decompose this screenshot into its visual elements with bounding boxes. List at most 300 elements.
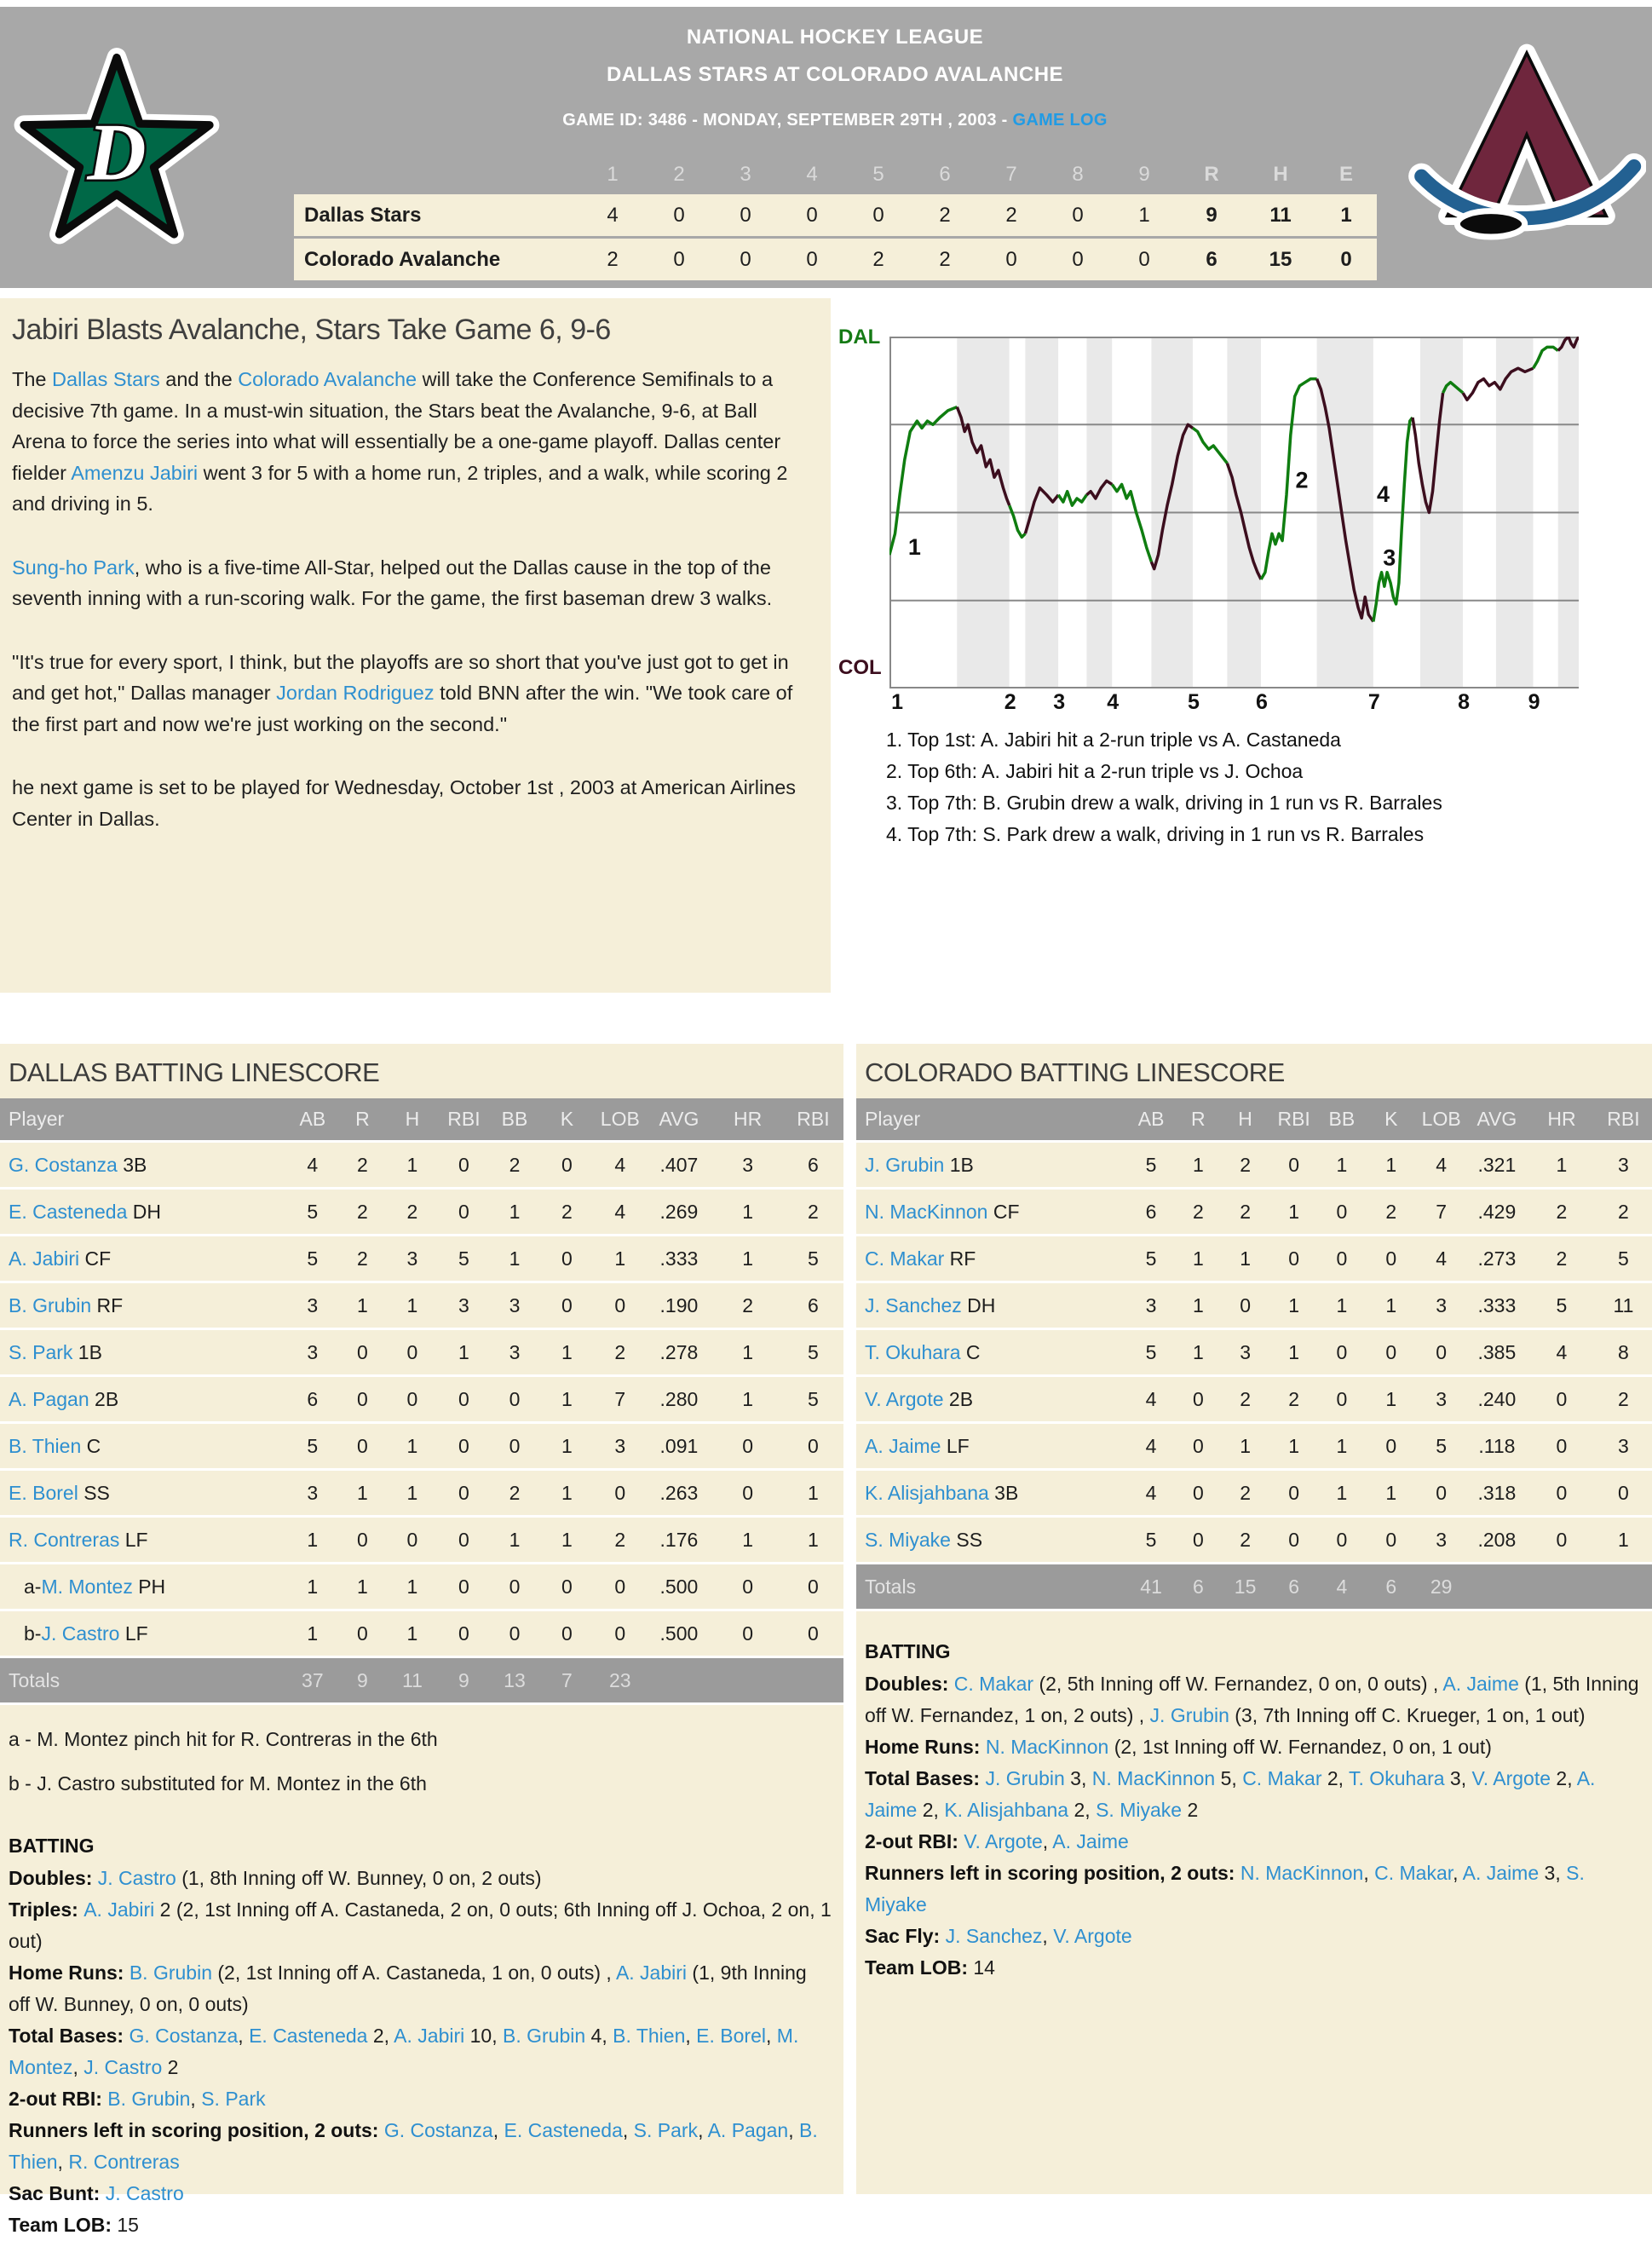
player-link[interactable]: A. Jaime: [1442, 1673, 1519, 1695]
game-log-link[interactable]: GAME LOG: [1012, 111, 1108, 130]
stat-cell: 1: [387, 1423, 438, 1470]
player-link[interactable]: E. Casteneda: [504, 2119, 623, 2141]
stat-cell: 0: [438, 1189, 490, 1236]
player-link[interactable]: K. Alisjahbana: [944, 1799, 1069, 1821]
stat-cell: 4: [1127, 1470, 1175, 1517]
stat-cell: 4: [1127, 1423, 1175, 1470]
player-link[interactable]: A. Jabiri: [394, 2025, 465, 2047]
stat-cell: 1: [1269, 1329, 1319, 1376]
note-label: Doubles:: [865, 1673, 954, 1695]
player-link[interactable]: J. Grubin: [985, 1767, 1065, 1789]
article-paragraph: "It's true for every sport, I think, but the playoffs are so short that you've just got to get in and get hot," Dallas manager Jordan Rodriguez told BNN after the win. "We took care of the first part and now we're just working on the second.": [12, 650, 793, 735]
stat-cell: 1: [712, 1517, 783, 1564]
stat-cell: 4: [595, 1142, 646, 1189]
stat-cell: 1: [1222, 1423, 1269, 1470]
stat-cell: 0: [338, 1423, 388, 1470]
player-position: PH: [132, 1575, 166, 1598]
stat-cell: 4: [1418, 1142, 1465, 1189]
stat-cell: 3: [1418, 1517, 1465, 1564]
stat-cell: .385: [1465, 1329, 1528, 1376]
player-position: 1B: [944, 1153, 974, 1176]
player-position: SS: [78, 1481, 110, 1504]
linescore-team-row: [294, 239, 1377, 280]
colorado-batting-panel: [856, 1044, 1652, 2194]
stat-cell: 0: [438, 1142, 490, 1189]
player-link[interactable]: C. Makar: [1242, 1767, 1322, 1789]
stat-cell: 0: [783, 1423, 843, 1470]
player-link[interactable]: Sung-ho Park: [12, 556, 135, 579]
stat-cell: 3: [490, 1282, 539, 1329]
chart-legend-item: 4. Top 7th: S. Park drew a walk, driving in 1 run vs R. Barrales: [886, 823, 1425, 845]
stat-cell: 3: [387, 1236, 438, 1282]
colorado-batting-title: COLORADO BATTING LINESCORE: [865, 1057, 1285, 1087]
totals-label: Totals: [0, 1657, 287, 1704]
chart-legend: [886, 724, 1644, 850]
player-link[interactable]: N. MacKinnon: [985, 1736, 1109, 1758]
player-link[interactable]: J. Sanchez: [865, 1293, 962, 1316]
player-link[interactable]: A. Pagan: [9, 1387, 89, 1410]
stat-cell: 2: [338, 1142, 388, 1189]
stat-cell: 1: [1175, 1282, 1221, 1329]
batting-col-header: R: [338, 1098, 388, 1142]
batting-col-header: AB: [287, 1098, 338, 1142]
stat-cell: 3: [1127, 1282, 1175, 1329]
batting-note-line: 2-out RBI: V. Argote, A. Jaime: [865, 1830, 1129, 1852]
batting-note-line: Home Runs: B. Grubin (2, 1st Inning off A. Castaneda, 1 on, 0 outs) , A. Jabiri (1, 9th Inning off W. Bunney, 0 on, 0 outs): [9, 1962, 807, 2015]
stat-cell: 1: [712, 1189, 783, 1236]
linescore-inning-value: 2: [607, 248, 619, 271]
player-link[interactable]: K. Alisjahbana: [865, 1481, 989, 1504]
chart-legend-item: 2. Top 6th: A. Jabiri hit a 2-run triple vs J. Ochoa: [886, 760, 1304, 782]
batting-note-line: Runners left in scoring position, 2 outs: G. Costanza, E. Casteneda, S. Park, A. Pagan, B. Thien, R. Contreras: [9, 2119, 818, 2173]
article-paragraph: The Dallas Stars and the Colorado Avalanche will take the Conference Semifinals to a decisive 7th game. In a must-win situation, the Stars beat the Avalanche, 9-6, at Ball Arena to force the series into what will essentially be a one-game playoff. Dallas center fielder Amenzu Jabiri went 3 for 5 with a home run, 2 triples, and a walk, while scoring 2 and driving in 5.: [12, 368, 788, 515]
stat-cell: 0: [1175, 1376, 1221, 1423]
linescore-col-header: 6: [939, 163, 951, 186]
stat-cell: 0: [1175, 1470, 1221, 1517]
note-label: Sac Fly:: [865, 1925, 946, 1947]
stat-cell: 5: [783, 1236, 843, 1282]
player-link[interactable]: E. Borel: [696, 2025, 766, 2047]
stat-cell: .500: [646, 1610, 713, 1657]
player-link[interactable]: A. Jaime: [1052, 1830, 1129, 1852]
batting-player-row: [0, 1376, 843, 1423]
player-position: DH: [961, 1293, 996, 1316]
stat-cell: 1: [1175, 1142, 1221, 1189]
batting-player-row: [0, 1142, 843, 1189]
win-probability-chart: [889, 337, 1579, 688]
stat-cell: 6: [287, 1376, 338, 1423]
stat-cell: 1: [387, 1282, 438, 1329]
stat-cell: 1: [712, 1376, 783, 1423]
player-link[interactable]: Jordan Rodriguez: [276, 682, 435, 704]
batting-col-header: BB: [490, 1098, 539, 1142]
player-link[interactable]: J. Sanchez: [945, 1925, 1043, 1947]
stat-cell: 2: [712, 1282, 783, 1329]
svg-text:D: D: [87, 107, 147, 198]
player-link[interactable]: B. Thien: [9, 2119, 818, 2173]
player-link[interactable]: J. Castro: [41, 1622, 120, 1645]
linescore-inning-value: 4: [607, 204, 619, 227]
batting-player-cell: [856, 1236, 1127, 1282]
stat-cell: 1: [387, 1610, 438, 1657]
note-label: Runners left in scoring position, 2 outs:: [9, 2119, 384, 2141]
stat-cell: 0: [438, 1423, 490, 1470]
totals-cell: 37: [287, 1657, 338, 1704]
stat-cell: 1: [1319, 1470, 1365, 1517]
player-link[interactable]: Dallas Stars: [52, 368, 160, 390]
player-link[interactable]: M. Montez: [41, 1575, 133, 1598]
player-link[interactable]: S. Park: [633, 2119, 699, 2141]
stat-cell: 0: [1528, 1470, 1595, 1517]
substitution-footnote: a - M. Montez pinch hit for R. Contreras in the 6th: [9, 1728, 438, 1750]
stat-cell: .091: [646, 1423, 713, 1470]
stat-cell: 3: [1595, 1142, 1652, 1189]
player-link[interactable]: V. Argote: [865, 1387, 944, 1410]
stat-cell: 0: [1269, 1470, 1319, 1517]
dallas-batting-title: DALLAS BATTING LINESCORE: [9, 1057, 380, 1087]
player-position: 2B: [943, 1387, 974, 1410]
batting-player-cell: [856, 1142, 1127, 1189]
stat-cell: 3: [1418, 1376, 1465, 1423]
player-link[interactable]: T. Okuhara: [1349, 1767, 1445, 1789]
stat-cell: 1: [287, 1517, 338, 1564]
batting-col-header: Player: [856, 1098, 1127, 1142]
stat-cell: 0: [1269, 1517, 1319, 1564]
batting-col-header: K: [1365, 1098, 1418, 1142]
stat-cell: 2: [1595, 1189, 1652, 1236]
player-link[interactable]: C. Makar: [865, 1247, 945, 1270]
batting-col-header: H: [1222, 1098, 1269, 1142]
linescore-inning-value: 0: [740, 204, 751, 227]
totals-cell: 13: [490, 1657, 539, 1704]
stat-cell: 0: [595, 1470, 646, 1517]
batting-player-row: [0, 1236, 843, 1282]
batting-col-header: H: [387, 1098, 438, 1142]
player-link[interactable]: R. Contreras: [9, 1528, 120, 1551]
stat-cell: 3: [1418, 1282, 1465, 1329]
stat-cell: 1: [712, 1236, 783, 1282]
stat-cell: 2: [1175, 1189, 1221, 1236]
player-link[interactable]: Colorado Avalanche: [238, 368, 417, 390]
stat-cell: 0: [539, 1610, 595, 1657]
stat-cell: 3: [712, 1142, 783, 1189]
player-link[interactable]: Amenzu Jabiri: [71, 461, 199, 484]
stat-cell: 1: [1319, 1282, 1365, 1329]
stat-cell: 0: [783, 1610, 843, 1657]
batting-col-header: RBI: [1595, 1098, 1652, 1142]
stat-cell: 0: [539, 1282, 595, 1329]
league-title: NATIONAL HOCKEY LEAGUE: [686, 26, 984, 49]
linescore-team-name: Dallas Stars: [304, 204, 422, 227]
player-link[interactable]: A. Pagan: [707, 2119, 789, 2141]
player-link[interactable]: R. Contreras: [68, 2151, 180, 2173]
stat-cell: 1: [387, 1142, 438, 1189]
player-link[interactable]: J. Grubin: [865, 1153, 945, 1176]
player-link[interactable]: V. Argote: [1471, 1767, 1551, 1789]
stat-cell: 0: [490, 1610, 539, 1657]
linescore-col-header: 4: [806, 163, 818, 186]
chart-x-tick: 3: [1053, 690, 1066, 714]
stat-cell: 5: [1127, 1329, 1175, 1376]
stat-cell: 2: [338, 1189, 388, 1236]
note-label: Runners left in scoring position, 2 outs:: [865, 1862, 1240, 1884]
stat-cell: 0: [539, 1142, 595, 1189]
stat-cell: 2: [1222, 1470, 1269, 1517]
stat-cell: 6: [1127, 1189, 1175, 1236]
stat-cell: .269: [646, 1189, 713, 1236]
stat-cell: 5: [1127, 1142, 1175, 1189]
totals-cell: 6: [1269, 1564, 1319, 1610]
stat-cell: 1: [539, 1329, 595, 1376]
stat-cell: 1: [1269, 1189, 1319, 1236]
stat-cell: 0: [712, 1610, 783, 1657]
player-position: C: [960, 1340, 981, 1363]
batting-player-cell: [0, 1517, 287, 1564]
colorado-batting-notes: [865, 1668, 1640, 1984]
stat-cell: 1: [539, 1517, 595, 1564]
player-position: SS: [950, 1528, 983, 1551]
stat-cell: 3: [287, 1282, 338, 1329]
batting-note-line: Total Bases: J. Grubin 3, N. MacKinnon 5, C. Makar 2, T. Okuhara 3, V. Argote 2, A. Jaime 2, K. Alisjahbana 2, S. Miyake 2: [865, 1767, 1596, 1821]
batting-col-header: RBI: [438, 1098, 490, 1142]
linescore-runs: 6: [1206, 248, 1217, 271]
totals-cell: 6: [1175, 1564, 1221, 1610]
stat-cell: 1: [1175, 1236, 1221, 1282]
stat-cell: 2: [1222, 1142, 1269, 1189]
stat-cell: 1: [1269, 1423, 1319, 1470]
player-link[interactable]: A. Jaime: [865, 1767, 1596, 1821]
note-label: Home Runs:: [865, 1736, 986, 1758]
note-label: Team LOB:: [9, 2214, 118, 2236]
player-link[interactable]: V. Argote: [964, 1830, 1043, 1852]
article-paragraph: Sung-ho Park, who is a five-time All-Star, helped out the Dallas cause in the top of the seventh inning with a run-scoring walk. For the game, the first baseman drew 3 walks.: [12, 556, 773, 609]
batting-col-header: Player: [0, 1098, 287, 1142]
player-position: LF: [119, 1528, 148, 1551]
stat-cell: 1: [1595, 1517, 1652, 1564]
batting-player-row: [856, 1423, 1652, 1470]
stat-cell: 0: [438, 1517, 490, 1564]
player-link[interactable]: V. Argote: [1053, 1925, 1132, 1947]
linescore-inning-value: 0: [1138, 248, 1150, 271]
stat-cell: 6: [783, 1142, 843, 1189]
stat-cell: 1: [287, 1610, 338, 1657]
stat-cell: 0: [387, 1517, 438, 1564]
stat-cell: 5: [1595, 1236, 1652, 1282]
stat-cell: 1: [1365, 1376, 1418, 1423]
stat-cell: 3: [1595, 1423, 1652, 1470]
stat-cell: .500: [646, 1564, 713, 1610]
batting-player-cell: [856, 1329, 1127, 1376]
player-link[interactable]: J. Castro: [97, 1867, 176, 1889]
stat-cell: 1: [490, 1517, 539, 1564]
batting-note-line: Doubles: J. Castro (1, 8th Inning off W. Bunney, 0 on, 2 outs): [9, 1867, 542, 1889]
player-link[interactable]: C. Makar: [1374, 1862, 1453, 1884]
player-link[interactable]: J. Castro: [105, 2182, 184, 2204]
player-link[interactable]: A. Jaime: [865, 1434, 941, 1457]
player-link[interactable]: A. Jaime: [1462, 1862, 1540, 1884]
stat-cell: 0: [1595, 1470, 1652, 1517]
stat-cell: .333: [1465, 1282, 1528, 1329]
stat-cell: 0: [1528, 1423, 1595, 1470]
batting-col-header: RBI: [783, 1098, 843, 1142]
totals-cell: 9: [438, 1657, 490, 1704]
dallas-stars-logo: [10, 14, 223, 288]
stat-cell: 5: [1528, 1282, 1595, 1329]
player-link[interactable]: E. Casteneda: [249, 2025, 368, 2047]
player-link[interactable]: G. Costanza: [383, 2119, 493, 2141]
batting-note-line: Team LOB: 14: [865, 1956, 995, 1979]
batting-player-row: [856, 1236, 1652, 1282]
linescore-team-name: Colorado Avalanche: [304, 248, 501, 271]
stat-cell: 1: [338, 1282, 388, 1329]
stat-cell: 0: [712, 1423, 783, 1470]
player-link[interactable]: B. Grubin: [107, 2088, 191, 2110]
player-link[interactable]: B. Thien: [613, 2025, 686, 2047]
player-link[interactable]: S. Park: [9, 1340, 73, 1363]
player-link[interactable]: B. Grubin: [9, 1293, 92, 1316]
note-label: Total Bases:: [9, 2025, 130, 2047]
stat-cell: 0: [338, 1517, 388, 1564]
stat-cell: 0: [438, 1470, 490, 1517]
stat-cell: 1: [387, 1564, 438, 1610]
player-link[interactable]: E. Borel: [9, 1481, 78, 1504]
note-label: Triples:: [9, 1898, 84, 1921]
stat-cell: 1: [783, 1470, 843, 1517]
batting-player-row: [0, 1189, 843, 1236]
player-link[interactable]: S. Miyake: [865, 1528, 951, 1551]
player-link[interactable]: S. Miyake: [865, 1862, 1585, 1916]
stat-cell: 1: [595, 1236, 646, 1282]
stat-cell: 1: [1365, 1282, 1418, 1329]
stat-cell: 0: [1319, 1517, 1365, 1564]
linescore-inning-value: 0: [673, 248, 685, 271]
batting-player-cell: [0, 1376, 287, 1423]
totals-cell: 11: [387, 1657, 438, 1704]
player-link[interactable]: G. Costanza: [9, 1153, 118, 1176]
header-titles: [239, 7, 1431, 130]
stat-cell: 3: [1222, 1329, 1269, 1376]
totals-cell: 7: [539, 1657, 595, 1704]
player-link[interactable]: M. Montez: [9, 2025, 799, 2078]
player-link[interactable]: J. Grubin: [1149, 1704, 1229, 1726]
player-link[interactable]: J. Castro: [83, 2056, 163, 2078]
stat-cell: 0: [712, 1470, 783, 1517]
batting-player-cell: [856, 1470, 1127, 1517]
stat-cell: 0: [387, 1376, 438, 1423]
batting-player-row: [0, 1517, 843, 1564]
stat-cell: 1: [539, 1470, 595, 1517]
linescore-col-header: H: [1273, 163, 1288, 186]
linescore-table: [294, 155, 1377, 283]
stat-cell: 1: [712, 1329, 783, 1376]
player-link[interactable]: T. Okuhara: [865, 1340, 961, 1363]
player-link[interactable]: N. MacKinnon: [1240, 1862, 1364, 1884]
batting-note-line: Total Bases: G. Costanza, E. Casteneda 2, A. Jabiri 10, B. Grubin 4, B. Thien, E. Borel, M. Montez, J. Castro 2: [9, 2025, 799, 2078]
player-link[interactable]: B. Grubin: [129, 1962, 212, 1984]
note-label: Sac Bunt:: [9, 2182, 106, 2204]
batting-player-row: [856, 1517, 1652, 1564]
totals-cell: 23: [595, 1657, 646, 1704]
batting-player-row: [0, 1564, 843, 1610]
linescore-inning-value: 2: [1005, 204, 1017, 227]
stat-cell: 0: [1319, 1329, 1365, 1376]
batting-note-line: Triples: A. Jabiri 2 (2, 1st Inning off A. Castaneda, 2 on, 0 outs; 6th Inning off J. Ochoa, 2 on, 1 out): [9, 1898, 832, 1952]
batting-player-row: [856, 1470, 1652, 1517]
stat-cell: 4: [1127, 1376, 1175, 1423]
linescore-col-header: 3: [740, 163, 751, 186]
stat-cell: 1: [1222, 1236, 1269, 1282]
stat-cell: 0: [1175, 1423, 1221, 1470]
batting-player-row: [856, 1329, 1652, 1376]
stat-cell: 0: [438, 1376, 490, 1423]
linescore-runs: 9: [1206, 204, 1217, 227]
player-link[interactable]: B. Thien: [9, 1434, 82, 1457]
batting-header-row: [0, 1098, 843, 1142]
batting-player-row: [0, 1282, 843, 1329]
stat-cell: 2: [490, 1142, 539, 1189]
linescore-col-header: 8: [1072, 163, 1084, 186]
stat-cell: 1: [338, 1470, 388, 1517]
player-link[interactable]: C. Makar: [953, 1673, 1034, 1695]
stat-cell: 0: [595, 1564, 646, 1610]
stat-cell: 0: [1175, 1517, 1221, 1564]
stat-cell: 0: [1528, 1517, 1595, 1564]
player-link[interactable]: N. MacKinnon: [1091, 1767, 1216, 1789]
stat-cell: 2: [539, 1189, 595, 1236]
stat-cell: .208: [1465, 1517, 1528, 1564]
player-link[interactable]: S. Miyake: [1096, 1799, 1183, 1821]
linescore-col-header: 7: [1005, 163, 1017, 186]
batting-player-row: [856, 1376, 1652, 1423]
recap-article: [0, 298, 831, 993]
batting-player-row: [0, 1423, 843, 1470]
stat-cell: 0: [1528, 1376, 1595, 1423]
stat-cell: 0: [387, 1329, 438, 1376]
player-link[interactable]: G. Costanza: [129, 2025, 239, 2047]
player-link[interactable]: E. Casteneda: [9, 1200, 128, 1223]
stat-cell: 3: [490, 1329, 539, 1376]
batting-col-header: R: [1175, 1098, 1221, 1142]
chart-x-tick: 6: [1256, 690, 1268, 714]
player-position: LF: [119, 1622, 148, 1645]
chart-legend-item: 3. Top 7th: B. Grubin drew a walk, driving in 1 run vs R. Barrales: [886, 792, 1442, 814]
stat-cell: 4: [1418, 1236, 1465, 1282]
totals-cell: [1595, 1564, 1652, 1610]
player-link[interactable]: S. Park: [201, 2088, 266, 2110]
player-link[interactable]: B. Grubin: [503, 2025, 586, 2047]
stat-cell: .190: [646, 1282, 713, 1329]
batting-totals-row: [856, 1564, 1652, 1610]
stat-cell: 5: [783, 1376, 843, 1423]
stat-cell: 1: [1319, 1423, 1365, 1470]
player-link[interactable]: A. Jabiri: [83, 1898, 155, 1921]
player-position: 3B: [988, 1481, 1019, 1504]
stat-cell: .321: [1465, 1142, 1528, 1189]
player-link[interactable]: N. MacKinnon: [865, 1200, 988, 1223]
player-link[interactable]: A. Jabiri: [615, 1962, 688, 1984]
stat-cell: .118: [1465, 1423, 1528, 1470]
stat-cell: 1: [438, 1329, 490, 1376]
stat-cell: .280: [646, 1376, 713, 1423]
note-label: 2-out RBI:: [865, 1830, 964, 1852]
player-link[interactable]: A. Jabiri: [9, 1247, 80, 1270]
linescore-inning-value: 0: [806, 204, 818, 227]
stat-cell: .176: [646, 1517, 713, 1564]
stat-cell: 0: [1269, 1236, 1319, 1282]
stat-cell: 0: [539, 1236, 595, 1282]
dallas-batting-notes: [9, 1863, 832, 2241]
batting-note-line: [9, 2178, 832, 2209]
